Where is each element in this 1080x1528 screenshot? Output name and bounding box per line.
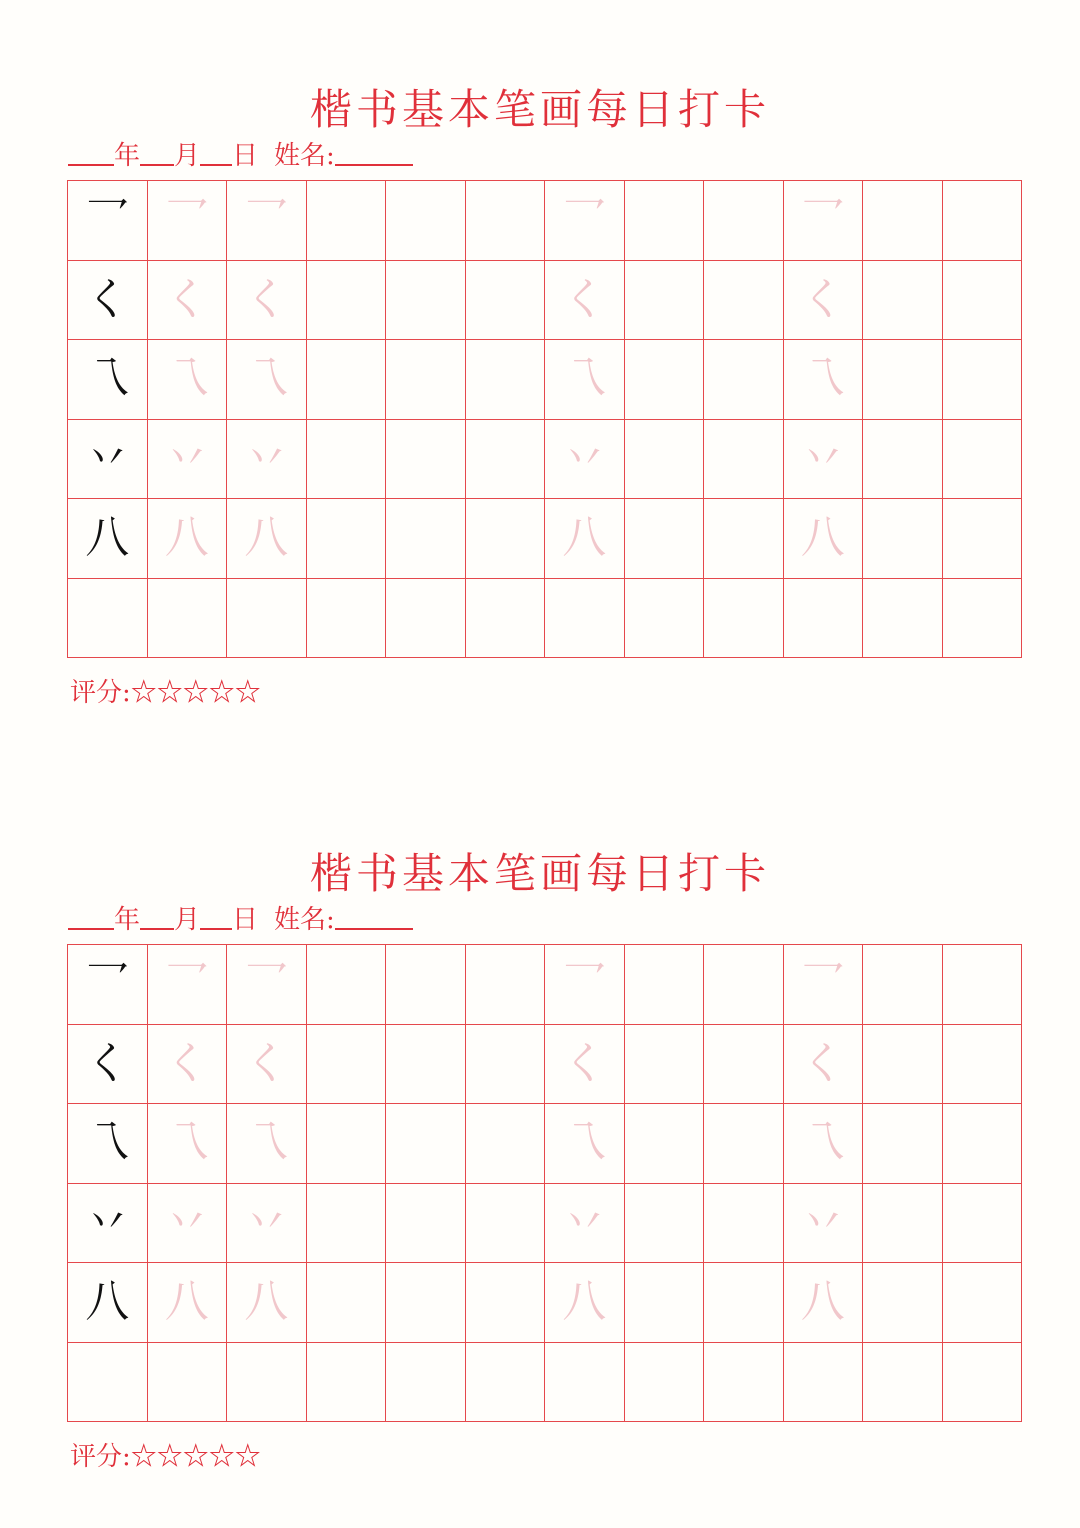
trace-stroke-cell[interactable]: 乛 bbox=[227, 945, 307, 1025]
trace-stroke-cell[interactable]: 八 bbox=[545, 499, 625, 579]
empty-practice-cell[interactable] bbox=[863, 1263, 943, 1343]
name-blank[interactable] bbox=[335, 140, 413, 166]
month-label: 月 bbox=[174, 905, 201, 935]
empty-practice-cell[interactable] bbox=[704, 1184, 784, 1264]
empty-practice-cell[interactable] bbox=[386, 1263, 466, 1343]
empty-practice-cell[interactable] bbox=[943, 1343, 1023, 1423]
empty-practice-cell[interactable] bbox=[943, 340, 1023, 420]
empty-practice-cell[interactable] bbox=[863, 181, 943, 261]
trace-stroke-cell[interactable]: く bbox=[227, 1025, 307, 1105]
trace-stroke-cell[interactable]: 乁 bbox=[148, 340, 228, 420]
practice-grid bbox=[67, 944, 1022, 1422]
day-label: 日 bbox=[232, 905, 259, 935]
empty-practice-cell[interactable] bbox=[625, 420, 705, 500]
empty-practice-cell[interactable] bbox=[704, 945, 784, 1025]
empty-practice-cell[interactable] bbox=[386, 420, 466, 500]
trace-stroke-cell[interactable]: 丷 bbox=[784, 420, 864, 500]
empty-practice-cell[interactable] bbox=[943, 499, 1023, 579]
model-stroke-cell[interactable]: 乛 bbox=[68, 945, 148, 1025]
trace-stroke-cell[interactable] bbox=[227, 579, 307, 659]
day-blank[interactable] bbox=[200, 904, 232, 930]
empty-practice-cell[interactable] bbox=[704, 340, 784, 420]
empty-practice-cell[interactable] bbox=[466, 340, 546, 420]
trace-stroke-cell[interactable] bbox=[227, 1343, 307, 1423]
trace-stroke-cell[interactable]: く bbox=[545, 1025, 625, 1105]
trace-stroke-cell[interactable] bbox=[784, 1343, 864, 1423]
empty-practice-cell[interactable] bbox=[307, 579, 387, 659]
month-label: 月 bbox=[174, 141, 201, 171]
trace-stroke-cell[interactable]: 丷 bbox=[227, 420, 307, 500]
sheet-title: 楷书基本笔画每日打卡 bbox=[309, 85, 770, 134]
trace-stroke-cell[interactable]: 乛 bbox=[545, 945, 625, 1025]
model-stroke-cell[interactable]: 八 bbox=[68, 499, 148, 579]
year-label: 年 bbox=[114, 905, 141, 935]
empty-practice-cell[interactable] bbox=[863, 945, 943, 1025]
empty-practice-cell[interactable] bbox=[466, 1025, 546, 1105]
trace-stroke-cell[interactable]: 乛 bbox=[784, 181, 864, 261]
name-label: 姓名: bbox=[274, 905, 335, 935]
empty-practice-cell[interactable] bbox=[704, 261, 784, 341]
empty-practice-cell[interactable] bbox=[943, 1184, 1023, 1264]
empty-practice-cell[interactable] bbox=[466, 499, 546, 579]
trace-stroke-cell[interactable]: 丷 bbox=[545, 1184, 625, 1264]
month-blank[interactable] bbox=[140, 140, 174, 166]
trace-stroke-cell[interactable]: 乁 bbox=[784, 1104, 864, 1184]
model-stroke-cell[interactable]: 乁 bbox=[68, 1104, 148, 1184]
trace-stroke-cell[interactable]: 八 bbox=[227, 1263, 307, 1343]
empty-practice-cell[interactable] bbox=[386, 1184, 466, 1264]
empty-practice-cell[interactable] bbox=[943, 1104, 1023, 1184]
empty-practice-cell[interactable] bbox=[625, 499, 705, 579]
trace-stroke-cell[interactable]: 八 bbox=[227, 499, 307, 579]
empty-practice-cell[interactable] bbox=[386, 945, 466, 1025]
day-label: 日 bbox=[232, 141, 259, 171]
empty-practice-cell[interactable] bbox=[625, 1343, 705, 1423]
empty-practice-cell[interactable] bbox=[307, 1104, 387, 1184]
empty-practice-cell[interactable] bbox=[625, 1025, 705, 1105]
trace-stroke-cell[interactable] bbox=[148, 1343, 228, 1423]
model-stroke-cell[interactable]: 丷 bbox=[68, 420, 148, 500]
empty-practice-cell[interactable] bbox=[863, 261, 943, 341]
empty-practice-cell[interactable] bbox=[386, 1343, 466, 1423]
trace-stroke-cell[interactable]: 乁 bbox=[545, 340, 625, 420]
name-blank[interactable] bbox=[335, 904, 413, 930]
practice-sheet-1 bbox=[0, 82, 1080, 708]
trace-stroke-cell[interactable]: 乁 bbox=[227, 1104, 307, 1184]
empty-practice-cell[interactable] bbox=[307, 1025, 387, 1105]
empty-practice-cell[interactable] bbox=[386, 181, 466, 261]
empty-practice-cell[interactable] bbox=[704, 1104, 784, 1184]
empty-practice-cell[interactable] bbox=[466, 1184, 546, 1264]
trace-stroke-cell[interactable]: 八 bbox=[148, 499, 228, 579]
practice-sheet-2 bbox=[0, 846, 1080, 1472]
date-name-line bbox=[68, 138, 1080, 174]
trace-stroke-cell[interactable] bbox=[148, 579, 228, 659]
empty-practice-cell[interactable] bbox=[943, 181, 1023, 261]
empty-practice-cell[interactable] bbox=[466, 1104, 546, 1184]
empty-practice-cell[interactable] bbox=[863, 1025, 943, 1105]
empty-practice-cell[interactable] bbox=[943, 945, 1023, 1025]
empty-practice-cell[interactable] bbox=[307, 1343, 387, 1423]
trace-stroke-cell[interactable]: 乛 bbox=[148, 945, 228, 1025]
empty-practice-cell[interactable] bbox=[307, 340, 387, 420]
trace-stroke-cell[interactable]: 乛 bbox=[545, 181, 625, 261]
empty-practice-cell[interactable] bbox=[704, 1343, 784, 1423]
empty-practice-cell[interactable] bbox=[943, 1025, 1023, 1105]
empty-practice-cell[interactable] bbox=[466, 579, 546, 659]
trace-stroke-cell[interactable]: く bbox=[784, 1025, 864, 1105]
trace-stroke-cell[interactable]: 乛 bbox=[227, 181, 307, 261]
trace-stroke-cell[interactable]: 乛 bbox=[148, 181, 228, 261]
empty-practice-cell[interactable] bbox=[386, 261, 466, 341]
trace-stroke-cell[interactable]: 乁 bbox=[545, 1104, 625, 1184]
empty-practice-cell[interactable] bbox=[307, 945, 387, 1025]
model-stroke-cell[interactable]: 八 bbox=[68, 1263, 148, 1343]
score-stars[interactable]: ☆☆☆☆☆ bbox=[130, 1442, 261, 1472]
empty-practice-cell[interactable] bbox=[386, 1025, 466, 1105]
model-stroke-cell[interactable] bbox=[68, 1343, 148, 1423]
empty-practice-cell[interactable] bbox=[307, 181, 387, 261]
empty-practice-cell[interactable] bbox=[704, 579, 784, 659]
empty-practice-cell[interactable] bbox=[704, 1263, 784, 1343]
empty-practice-cell[interactable] bbox=[943, 261, 1023, 341]
model-stroke-cell[interactable]: く bbox=[68, 1025, 148, 1105]
trace-stroke-cell[interactable] bbox=[545, 1343, 625, 1423]
empty-practice-cell[interactable] bbox=[863, 420, 943, 500]
trace-stroke-cell[interactable]: 丷 bbox=[148, 420, 228, 500]
empty-practice-cell[interactable] bbox=[863, 1184, 943, 1264]
trace-stroke-cell[interactable]: く bbox=[545, 261, 625, 341]
trace-stroke-cell[interactable]: 八 bbox=[148, 1263, 228, 1343]
empty-practice-cell[interactable] bbox=[625, 261, 705, 341]
empty-practice-cell[interactable] bbox=[307, 1184, 387, 1264]
day-blank[interactable] bbox=[200, 140, 232, 166]
name-label: 姓名: bbox=[274, 141, 335, 171]
empty-practice-cell[interactable] bbox=[625, 1104, 705, 1184]
empty-practice-cell[interactable] bbox=[625, 181, 705, 261]
empty-practice-cell[interactable] bbox=[386, 1104, 466, 1184]
empty-practice-cell[interactable] bbox=[704, 420, 784, 500]
trace-stroke-cell[interactable]: 八 bbox=[784, 499, 864, 579]
practice-grid bbox=[67, 180, 1022, 658]
trace-stroke-cell[interactable]: 乁 bbox=[227, 340, 307, 420]
trace-stroke-cell[interactable]: 八 bbox=[784, 1263, 864, 1343]
score-line bbox=[70, 672, 261, 709]
empty-practice-cell[interactable] bbox=[863, 499, 943, 579]
score-stars[interactable]: ☆☆☆☆☆ bbox=[130, 678, 261, 708]
empty-practice-cell[interactable] bbox=[943, 1263, 1023, 1343]
trace-stroke-cell[interactable]: 八 bbox=[545, 1263, 625, 1343]
date-name-line bbox=[68, 902, 1080, 938]
empty-practice-cell[interactable] bbox=[466, 261, 546, 341]
empty-practice-cell[interactable] bbox=[704, 181, 784, 261]
empty-practice-cell[interactable] bbox=[943, 420, 1023, 500]
empty-practice-cell[interactable] bbox=[625, 1184, 705, 1264]
month-blank[interactable] bbox=[140, 904, 174, 930]
trace-stroke-cell[interactable]: く bbox=[227, 261, 307, 341]
empty-practice-cell[interactable] bbox=[625, 1263, 705, 1343]
empty-practice-cell[interactable] bbox=[307, 1263, 387, 1343]
trace-stroke-cell[interactable]: く bbox=[148, 1025, 228, 1105]
trace-stroke-cell[interactable]: 丷 bbox=[148, 1184, 228, 1264]
score-label: 评分: bbox=[70, 1442, 131, 1472]
empty-practice-cell[interactable] bbox=[466, 420, 546, 500]
empty-practice-cell[interactable] bbox=[863, 579, 943, 659]
trace-stroke-cell[interactable]: く bbox=[148, 261, 228, 341]
empty-practice-cell[interactable] bbox=[466, 1343, 546, 1423]
model-stroke-cell[interactable] bbox=[68, 579, 148, 659]
model-stroke-cell[interactable]: 乁 bbox=[68, 340, 148, 420]
year-blank[interactable] bbox=[68, 904, 114, 930]
empty-practice-cell[interactable] bbox=[863, 1343, 943, 1423]
empty-practice-cell[interactable] bbox=[386, 579, 466, 659]
trace-stroke-cell[interactable]: 丷 bbox=[545, 420, 625, 500]
empty-practice-cell[interactable] bbox=[863, 1104, 943, 1184]
empty-practice-cell[interactable] bbox=[704, 499, 784, 579]
model-stroke-cell[interactable]: 乛 bbox=[68, 181, 148, 261]
model-stroke-cell[interactable]: く bbox=[68, 261, 148, 341]
score-label: 评分: bbox=[70, 678, 131, 708]
empty-practice-cell[interactable] bbox=[625, 579, 705, 659]
trace-stroke-cell[interactable]: 乁 bbox=[148, 1104, 228, 1184]
trace-stroke-cell[interactable]: 乛 bbox=[784, 945, 864, 1025]
year-blank[interactable] bbox=[68, 140, 114, 166]
empty-practice-cell[interactable] bbox=[466, 181, 546, 261]
empty-practice-cell[interactable] bbox=[625, 945, 705, 1025]
model-stroke-cell[interactable]: 丷 bbox=[68, 1184, 148, 1264]
empty-practice-cell[interactable] bbox=[307, 261, 387, 341]
year-label: 年 bbox=[114, 141, 141, 171]
trace-stroke-cell[interactable]: 丷 bbox=[784, 1184, 864, 1264]
empty-practice-cell[interactable] bbox=[386, 499, 466, 579]
sheet-title: 楷书基本笔画每日打卡 bbox=[309, 849, 770, 898]
trace-stroke-cell[interactable]: 乁 bbox=[784, 340, 864, 420]
empty-practice-cell[interactable] bbox=[704, 1025, 784, 1105]
empty-practice-cell[interactable] bbox=[386, 340, 466, 420]
trace-stroke-cell[interactable] bbox=[784, 579, 864, 659]
empty-practice-cell[interactable] bbox=[863, 340, 943, 420]
trace-stroke-cell[interactable]: 丷 bbox=[227, 1184, 307, 1264]
empty-practice-cell[interactable] bbox=[307, 499, 387, 579]
trace-stroke-cell[interactable]: く bbox=[784, 261, 864, 341]
empty-practice-cell[interactable] bbox=[466, 1263, 546, 1343]
empty-practice-cell[interactable] bbox=[307, 420, 387, 500]
empty-practice-cell[interactable] bbox=[625, 340, 705, 420]
empty-practice-cell[interactable] bbox=[943, 579, 1023, 659]
score-line bbox=[70, 1436, 261, 1473]
trace-stroke-cell[interactable] bbox=[545, 579, 625, 659]
empty-practice-cell[interactable] bbox=[466, 945, 546, 1025]
